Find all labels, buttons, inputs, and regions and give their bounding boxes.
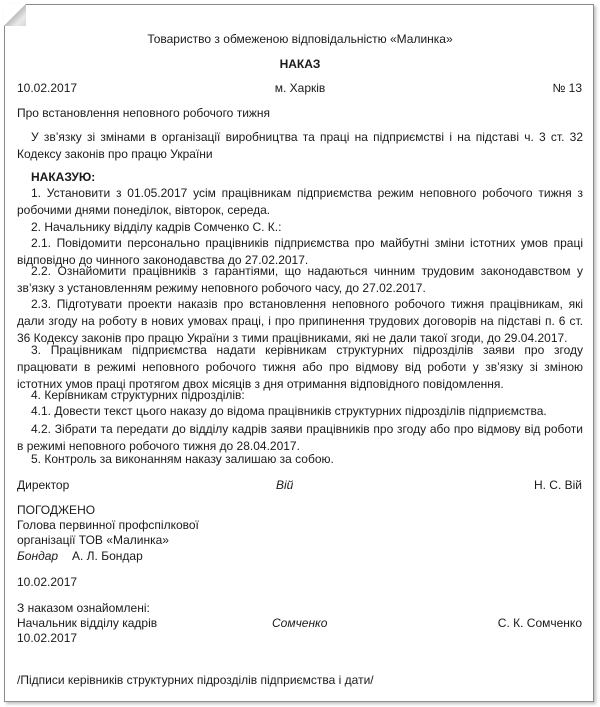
- order-item: 5. Контроль за виконанням наказу залишаю за собою.: [31, 452, 334, 466]
- acquainted-label: З наказом ознайомлені:: [17, 601, 150, 615]
- director-title: Директор: [17, 478, 70, 492]
- order-item: 3. Працівникам підприємства надати керівникам структурних підрозділів заяви про згоду працювати в режимі неповного робочого тижня або про відмову від роботи у зв’язку зі зміною істотних умов праці протягом двох місяців з дня отримання відповідного повідомлення.: [17, 343, 583, 391]
- order-item: 4. Керівникам структурних підрозділів:: [31, 388, 245, 402]
- acquainted-date: 10.02.2017: [17, 631, 78, 645]
- acquainted-signature: Сомченко: [272, 616, 328, 630]
- approval-label: ПОГОДЖЕНО: [17, 503, 96, 517]
- director-name: Н. С. Вій: [533, 478, 582, 492]
- approval-line: організації ТОВ «Малинка»: [17, 533, 169, 547]
- order-item: 4.2. Зібрати та передати до відділу кадрів заяви працівників про згоду або про відмову від роботи в режимі неповного робочого тижня до 28.04.2017.: [17, 422, 583, 453]
- order-item: 2.2. Ознайомити працівників з гарантіями, що надаються чинним трудовим законодавством у зв’язку з установленням режиму неповного робочого часу, до 27.02.2017.: [17, 264, 583, 295]
- order-item: 4.1. Довести текст цього наказу до відома працівників структурних підрозділів підприємства.: [31, 404, 547, 418]
- order-item: 2. Начальнику відділу кадрів Сомченко С. К.:: [31, 220, 282, 234]
- order-item: 2.1. Повідомити персонально працівників підприємства про майбутні зміни істотних умов праці відповідно до чинного законодавства до 27.02.2017.: [17, 236, 583, 267]
- order-item: 2.3. Підготувати проекти наказів про встановлення неповного робочого тижня працівникам, які дали згоду на роботу в нових умовах праці, і про припинення трудових договорів на підставі п. 6 ст. 36 Кодексу законів про працю України з тими працівниками, які не дали такої згоди, до 29.04.2017.: [17, 297, 583, 345]
- order-word: НАКАЗУЮ:: [31, 170, 96, 184]
- order-number: № 13: [552, 81, 582, 95]
- approval-line: Голова первинної профспілкової: [17, 518, 199, 532]
- order-city: м. Харків: [274, 81, 326, 95]
- acquainted-name: С. К. Сомченко: [497, 616, 582, 630]
- order-preamble: У зв’язку зі змінами в організації виробництва та праці на підприємстві і на підставі ч. 3 ст. 32 Кодексу законів про працю України: [17, 130, 583, 161]
- page-curl: [4, 4, 26, 26]
- director-signature: Вій: [276, 478, 294, 492]
- order-subject: Про встановлення неповного робочого тижня: [17, 106, 271, 120]
- footer-note: /Підписи керівників структурних підрозділів підприємства і дати/: [17, 673, 374, 687]
- acquainted-position: Начальник відділу кадрів: [17, 616, 158, 630]
- document-title: НАКАЗ: [279, 57, 321, 71]
- order-date: 10.02.2017: [17, 81, 78, 95]
- approval-signature: Бондар: [17, 549, 59, 563]
- approval-name: А. Л. Бондар: [72, 549, 143, 563]
- order-item: 1. Установити з 01.05.2017 усім працівникам підприємства режим неповного робочого тижня з робочими днями понеділок, вівторок, середа.: [17, 186, 583, 217]
- company-name: Товариство з обмеженою відповідальністю «Малинка»: [147, 32, 453, 46]
- approval-date: 10.02.2017: [17, 575, 78, 589]
